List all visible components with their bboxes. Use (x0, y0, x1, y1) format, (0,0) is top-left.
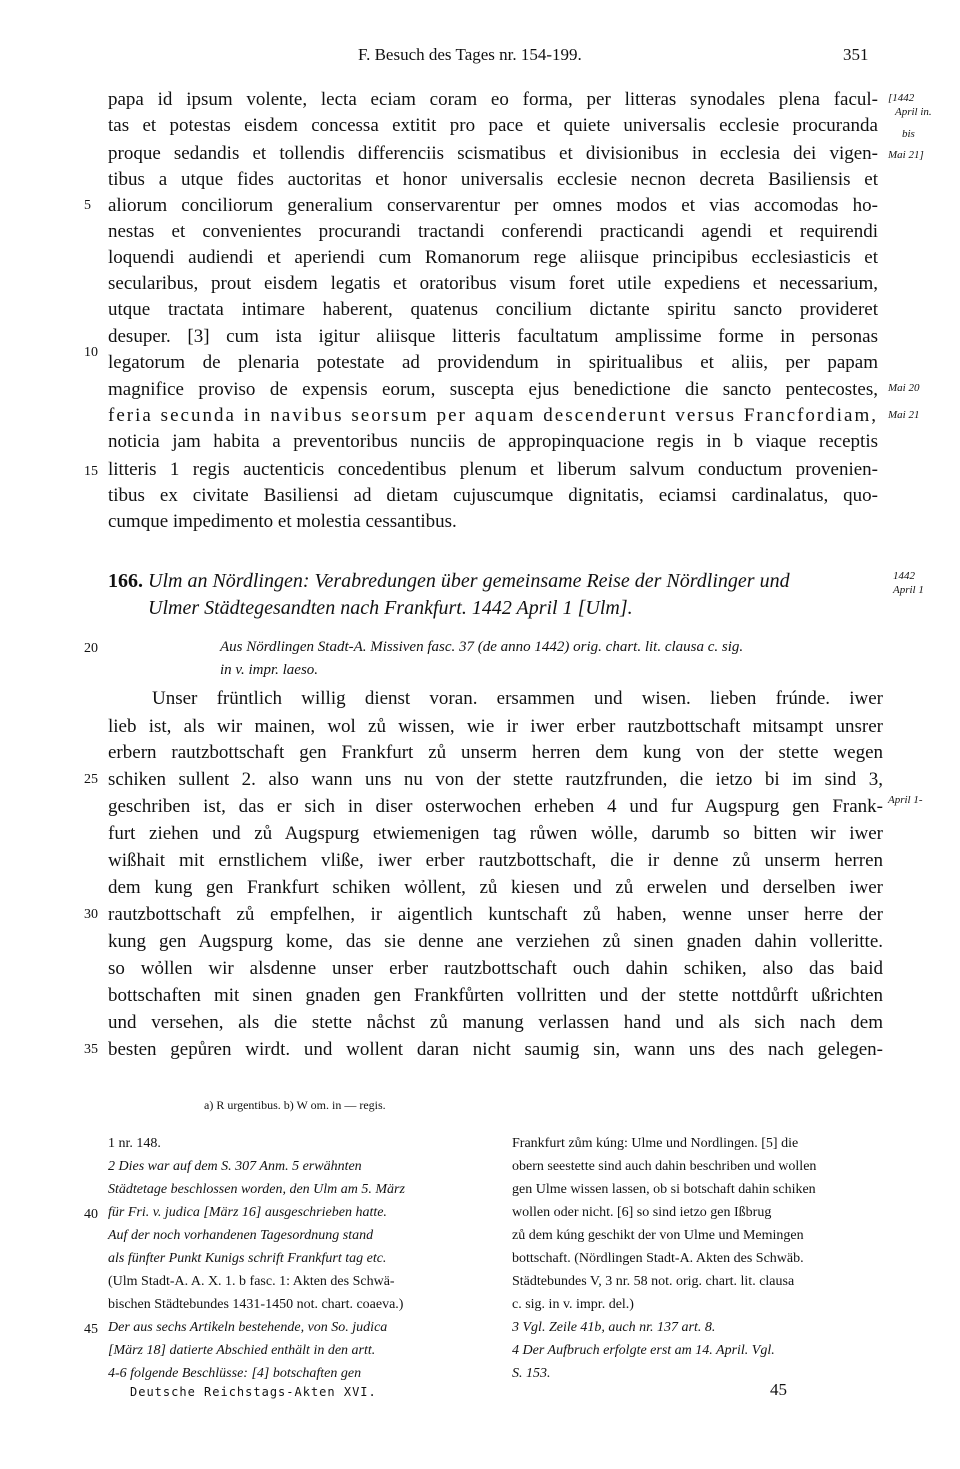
heading-line: Ulm an Nördlingen: Verabredungen über gemeinsame Reise der Nördlinger und (148, 570, 790, 592)
line-number: 30 (84, 907, 98, 922)
footnote-line: 1 nr. 148. (108, 1136, 161, 1151)
letter-line: erbern rautzbottschaft gen Frankfurt zů unserm herren dem kung von der stette wegen (108, 742, 883, 763)
text-line: secularibus, prout eisdem legatis et oratoribus visum foret utile expediens et necessarium, (108, 273, 878, 294)
letter-line: geschriben ist, das er sich in diser osterwochen erheben 4 und fur Augspurg gen Frank- (108, 796, 883, 817)
footnote-line: 3 Vgl. Zeile 41b, auch nr. 137 art. 8. (512, 1320, 716, 1335)
line-number: 35 (84, 1042, 98, 1057)
letter-line: Unser früntlich willig dienst voran. ersammen und wisen. lieben frúnde. iwer (152, 688, 883, 709)
letter-line: dem kung gen Frankfurt schiken wỏllent, zů kiesen und zů erwelen und derselben iwer (108, 877, 883, 898)
letter-line: schiken sullent 2. also wann uns nu von der stette rautzfrunden, die ietzo bi im sind 3, (108, 769, 883, 790)
letter-line: so wỏllen wir alsdenne unser erber rautzbottschaft ouch dahin schiken, also das baid (108, 958, 883, 979)
margin-note: April 1- (888, 794, 923, 806)
text-line: legatorum de plenaria potestate ad providendum in spiritualibus et aliis, per papam (108, 352, 878, 373)
margin-note: bis (902, 128, 915, 140)
letter-line: rautzbottschaft zů empfelhen, ir aigentlich kuntschaft zů haben, wenne unser herre der (108, 904, 883, 925)
line-number: 20 (84, 641, 98, 656)
text-line: aliorum conciliorum generalium conservarentur per omnes modos et vias accomodas ho- (108, 195, 878, 216)
letter-line: bottschaften mit sinen gnaden gen Frankfůrten vollritten und der stette nottdůrft ußrichten (108, 985, 883, 1006)
margin-note: April 1 (893, 584, 924, 596)
line-number: 5 (84, 198, 91, 213)
footnote-line: 4-6 folgende Beschlüsse: [4] botschaften gen (108, 1366, 362, 1381)
document-heading (108, 568, 888, 622)
running-header: F. Besuch des Tages nr. 154-199. (358, 45, 582, 64)
text-line: papa id ipsum volente, lecta eciam coram eo forma, per litteras synodales plena facul- (108, 89, 878, 110)
heading-line: Ulmer Städtegesandten nach Frankfurt. 1442 April 1 [Ulm]. (148, 597, 633, 619)
footnote-line: bottschaft. (Nördlingen Stadt-A. Akten des Schwäb. (512, 1251, 804, 1266)
text-line: desuper. [3] cum ista igitur aliisque litteris facultatum amplissime forme in personas (108, 326, 878, 347)
text-line: utque tractata intimare haberent, quatenus concilium dictante spiritu sancto provideret (108, 299, 878, 320)
footnote-line: Städtetage beschlossen worden, den Ulm am 5. März (108, 1182, 405, 1197)
letter-line: wißhait mit ernstlichem vliße, iwer erber rautzbottschaft, die ir denne zů unserm herren (108, 850, 883, 871)
text-line: feria secunda in navibus seorsum per aquam descenderunt versus Francfordiam, (108, 405, 878, 426)
margin-note: April in. (895, 106, 932, 118)
text-line: tas et potestas eisdem concessa extitit pro pace et quiete universalis ecclesie procuranda (108, 115, 878, 136)
footnote-line: für Fri. v. judica [März 16] ausgeschrieben hatte. (108, 1205, 387, 1220)
signature-mark: Deutsche Reichstags-Akten XVI. (130, 1385, 377, 1399)
document-number: 166. (108, 570, 143, 592)
line-number: 45 (84, 1322, 98, 1337)
margin-note: 1442 (893, 570, 915, 582)
text-line: litteris 1 regis auctenticis concedentibus plenum et liberum salvum conductum provenien- (108, 459, 878, 480)
footnote-line: als fünfter Punkt Kunigs schrift Frankfurt tag etc. (108, 1251, 387, 1266)
text-line: noticia jam habita a preventoribus nunciis de appropinquacione regis in b viaque receptis (108, 431, 878, 452)
footnote-line: Auf der noch vorhandenen Tagesordnung stand (108, 1228, 374, 1243)
margin-note: [1442 (888, 92, 915, 104)
footnote-line: 4 Der Aufbruch erfolgte erst am 14. April. Vgl. (512, 1343, 775, 1358)
page-number: 351 (843, 45, 869, 64)
signature-number: 45 (770, 1380, 787, 1399)
footnote-line: zů dem kúng geschikt der von Ulme und Memingen (512, 1228, 804, 1243)
footnote-line: Der aus sechs Artikeln bestehende, von So. judica (108, 1320, 388, 1335)
text-line: loquendi audiendi et aperiendi cum Romanorum rege aliisque principibus ecclesiasticis et (108, 247, 878, 268)
letter-line: furt ziehen und zů Augspurg etwiemenigen tag růwen wỏlle, darumb so bitten wir iwer (108, 823, 883, 844)
footnote-line: S. 153. (512, 1366, 551, 1381)
line-number: 25 (84, 772, 98, 787)
letter-line: lieb ist, als wir mainen, wol zů wissen, wie ir iwer erber rautzbottschaft mitsampt unsrer (108, 716, 883, 737)
text-line: magnifice proviso de expensis eorum, suscepta ejus benedictione die sancto pentecostes, (108, 379, 878, 400)
text-line: nestas et convenientes procurandi tractandi conferendi practicandi agendi et requirendi (108, 221, 878, 242)
footnote-line: obern seestette sind auch dahin beschriben und wollen (512, 1159, 817, 1174)
letter-line: und versehen, als die stette nåchst zů manung verlassen hand und als sich nach dem (108, 1012, 883, 1033)
line-number: 15 (84, 464, 98, 479)
footnote-line: 2 Dies war auf dem S. 307 Anm. 5 erwähnten (108, 1159, 362, 1174)
text-line: tibus a utque fides auctoritas et honor universalis ecclesie necnon decreta Basiliensis et (108, 169, 878, 190)
text-line: tibus ex civitate Basiliensi ad dietam cujuscumque dignitatis, eciamsi cardinalatus, quo- (108, 485, 878, 506)
letter-line: besten gepůren wirdt. und wollent daran nicht saumig sin, wann uns des nach gelegen- (108, 1039, 883, 1060)
critical-apparatus: a) R urgentibus. b) W om. in — regis. (204, 1098, 386, 1112)
footnote-line: c. sig. in v. impr. del.) (512, 1297, 634, 1312)
margin-note: Mai 20 (888, 382, 920, 394)
text-line: proque sedandis et tollendis differenciis scismatibus et divisionibus in ecclesia dei vigen- (108, 143, 878, 164)
letter-line: kung gen Augspurg kome, das sie denne ane verziehen zů sinen gnaden dahin volleritte. (108, 931, 883, 952)
footnote-line: gen Ulme wissen lassen, ob si botschaft dahin schiken (512, 1182, 816, 1197)
footnote-line: Städtebundes V, 3 nr. 58 not. orig. chart. lit. clausa (512, 1274, 795, 1289)
source-note (220, 636, 880, 682)
footnote-line: (Ulm Stadt-A. A. X. 1. b fasc. 1: Akten des Schwä- (108, 1274, 395, 1289)
line-number: 10 (84, 345, 98, 360)
footnote-line: wollen oder nicht. [6] so sind ietzo gen Ißbrug (512, 1205, 772, 1220)
footnotes-left (108, 1132, 488, 1385)
footnotes-right (512, 1132, 892, 1385)
margin-note: Mai 21] (888, 149, 924, 161)
line-number: 40 (84, 1207, 98, 1222)
footnote-line: Frankfurt zům kúng: Ulme und Nordlingen. [5] die (512, 1136, 799, 1151)
source-line: in v. impr. laeso. (220, 662, 319, 678)
source-line: Aus Nördlingen Stadt-A. Missiven fasc. 37 (de anno 1442) orig. chart. lit. clausa c. sig. (220, 639, 744, 655)
text-line: cumque impedimento et molestia cessantibus. (108, 511, 457, 532)
footnote-line: bischen Städtebundes 1431-1450 not. chart. coaeva.) (108, 1297, 404, 1312)
footnote-line: [März 18] datierte Abschied enthält in den artt. (108, 1343, 376, 1358)
margin-note: Mai 21 (888, 409, 920, 421)
